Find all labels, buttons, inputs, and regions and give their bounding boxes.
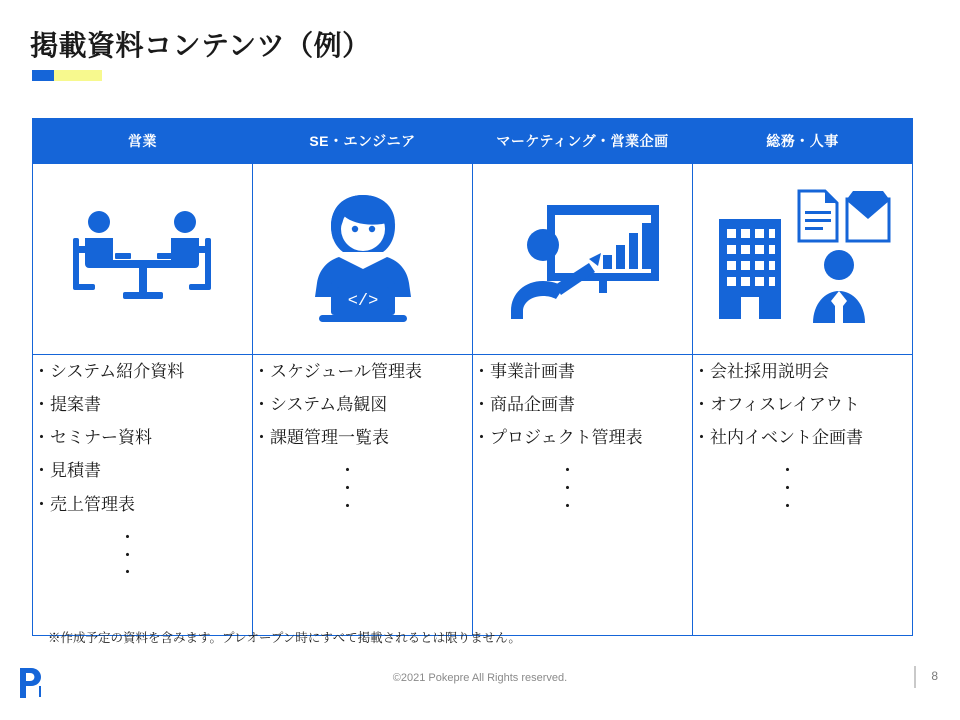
page-number-divider [914,666,916,688]
page-title: 掲載資料コンテンツ（例） [30,30,371,61]
ellipsis-sales: ・ ・ ・ [119,527,136,583]
list-item: ・提案書 [33,395,101,415]
list-item: ・システム紹介資料 [33,362,185,381]
footnote: ※作成予定の資料を含みます。プレオープン時にすべて掲載されるとは限りません。 [48,631,521,645]
column-header-engineer: SE・エンジニア [253,119,473,164]
document-list-sales [33,355,252,521]
column-header-sales: 営業 [33,119,253,164]
document-list-hr [693,355,912,454]
document-list-engineer [253,355,472,454]
table-icon-row [33,164,913,355]
title-underline-rule [32,70,102,81]
list-item: ・オフィスレイアウト [693,395,860,415]
building-document-mail-person-icon [693,164,912,354]
list-item: ・プロジェクト管理表 [473,428,643,448]
two-people-at-desk-icon [33,164,252,354]
title-rule-blue [32,70,54,81]
ellipsis-engineer: ・ ・ ・ [339,461,356,517]
list-item: ・システム鳥観図 [253,395,388,415]
list-item: ・売上管理表 [33,494,135,514]
icon-cell-hr [693,164,913,355]
svg-text:</>: </> [347,292,378,311]
list-item: ・課題管理一覧表 [253,428,389,448]
list-item: ・見積書 [33,461,101,481]
copyright-text: ©2021 Pokepre All Rights reserved. [392,672,568,684]
icon-cell-engineer [253,164,473,355]
list-item: ・事業計画書 [473,362,575,381]
list-cell-marketing [473,355,693,636]
presentation-chart-person-icon [473,164,692,354]
column-header-marketing: マーケティング・営業企画 [473,119,693,164]
table-header-row [33,119,913,164]
icon-cell-marketing [473,164,693,355]
icon-cell-sales [33,164,253,355]
list-cell-engineer [253,355,473,636]
list-item: ・会社採用説明会 [693,362,829,381]
document-list-marketing [473,355,692,454]
list-item: ・スケジュール管理表 [253,362,422,381]
title-rule-yellow [54,70,102,81]
column-header-hr: 総務・人事 [693,119,913,164]
table-list-row [33,355,913,636]
list-item: ・商品企画書 [473,395,575,415]
list-item: ・セミナー資料 [33,428,152,448]
list-item: ・社内イベント企画書 [693,428,863,448]
ellipsis-hr: ・ ・ ・ [779,461,796,517]
page-number: 8 [931,669,938,683]
list-cell-sales [33,355,253,636]
ellipsis-marketing: ・ ・ ・ [559,461,576,517]
engineer-with-laptop-code-icon [253,164,472,354]
list-cell-hr [693,355,913,636]
content-table [32,118,913,636]
